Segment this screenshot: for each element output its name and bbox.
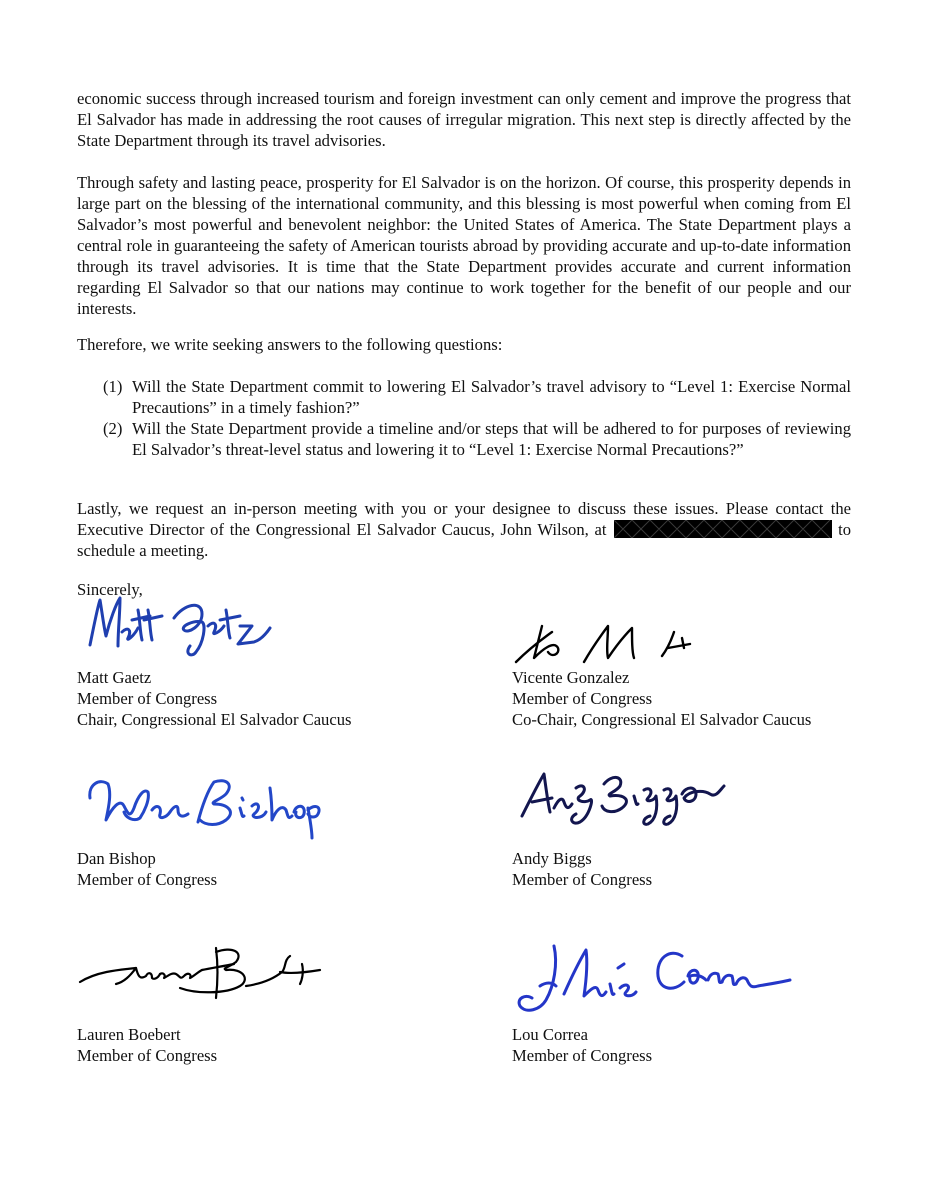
question-text: Will the State Department commit to lowering El Salvador’s travel advisory to “Level 1: Exercise Normal Precautions” in a timely fashion?” [132, 377, 851, 417]
paragraph-economic-success: economic success through increased tourism and foreign investment can only cement and improve the progress that El Salvador has made in addressing the root causes of irregular migration. This next step is directly affected by the State Department through its travel advisories. [77, 89, 851, 150]
signatory-block-lauren-boebert [77, 1024, 217, 1066]
paragraph-therefore: Therefore, we write seeking answers to the following questions: [77, 335, 503, 354]
signatory-block-vicente-gonzalez [512, 667, 811, 730]
signatory-title: Member of Congress [512, 1046, 653, 1065]
signatory-block-dan-bishop [77, 848, 217, 890]
signatory-name: Vicente Gonzalez [512, 668, 630, 687]
signature-matt-gaetz [84, 590, 284, 660]
schedule-meeting-text: to schedule a meeting. [77, 520, 852, 560]
signature-vicente-gonzalez [512, 618, 712, 668]
question-number: (2) [103, 419, 123, 438]
signature-lauren-boebert [76, 942, 326, 1004]
signatory-title: Member of Congress [77, 870, 218, 889]
signatory-block-andy-biggs [512, 848, 652, 890]
signature-andy-biggs [520, 760, 740, 840]
signatory-name: Dan Bishop [77, 849, 156, 868]
redacted-contact [614, 520, 832, 538]
closing-sincerely: Sincerely, [77, 580, 143, 599]
signature-dan-bishop [86, 768, 326, 840]
signatory-title: Member of Congress [77, 1046, 218, 1065]
signatory-title: Member of Congress [512, 689, 653, 708]
signatory-name: Andy Biggs [512, 849, 592, 868]
meeting-request-text: Lastly, we request an in-person meeting with you or your designee to discuss these issues. Please contact the Executive Director of the Congressional El Salvador Caucus, John Wilson, at [77, 499, 851, 539]
questions-list [103, 376, 851, 460]
signatory-role: Chair, Congressional El Salvador Caucus [77, 710, 352, 729]
signatory-block-matt-gaetz [77, 667, 351, 730]
signature-lou-correa [514, 936, 794, 1020]
question-text: Will the State Department provide a timeline and/or steps that will be adhered to for purposes of reviewing El Salvador’s threat-level status and lowering it to “Level 1: Exercise Normal Precautions?” [132, 419, 851, 459]
signatory-title: Member of Congress [512, 870, 653, 889]
question-number: (1) [103, 377, 123, 396]
paragraph-prosperity: Through safety and lasting peace, prosperity for El Salvador is on the horizon. Of course, this prosperity depends in large part on the blessing of the international community, and this blessing is most powerful when coming from El Salvador’s most powerful and benevolent neighbor: the United States of America. The State Department plays a central role in guaranteeing the safety of American tourists abroad by providing accurate and up-to-date information through its travel advisories. It is time that the State Department provides accurate and current information regarding El Salvador so that our nations may continue to work together for the benefit of our people and our interests. [77, 173, 851, 318]
signatory-title: Member of Congress [77, 689, 218, 708]
signatory-name: Lou Correa [512, 1025, 589, 1044]
paragraph-lastly [77, 498, 851, 561]
question-item-1 [103, 376, 851, 418]
question-item-2 [103, 418, 851, 460]
signatory-name: Lauren Boebert [77, 1025, 181, 1044]
signatory-block-lou-correa [512, 1024, 652, 1066]
signatory-role: Co-Chair, Congressional El Salvador Caucus [512, 710, 812, 729]
signatory-name: Matt Gaetz [77, 668, 152, 687]
